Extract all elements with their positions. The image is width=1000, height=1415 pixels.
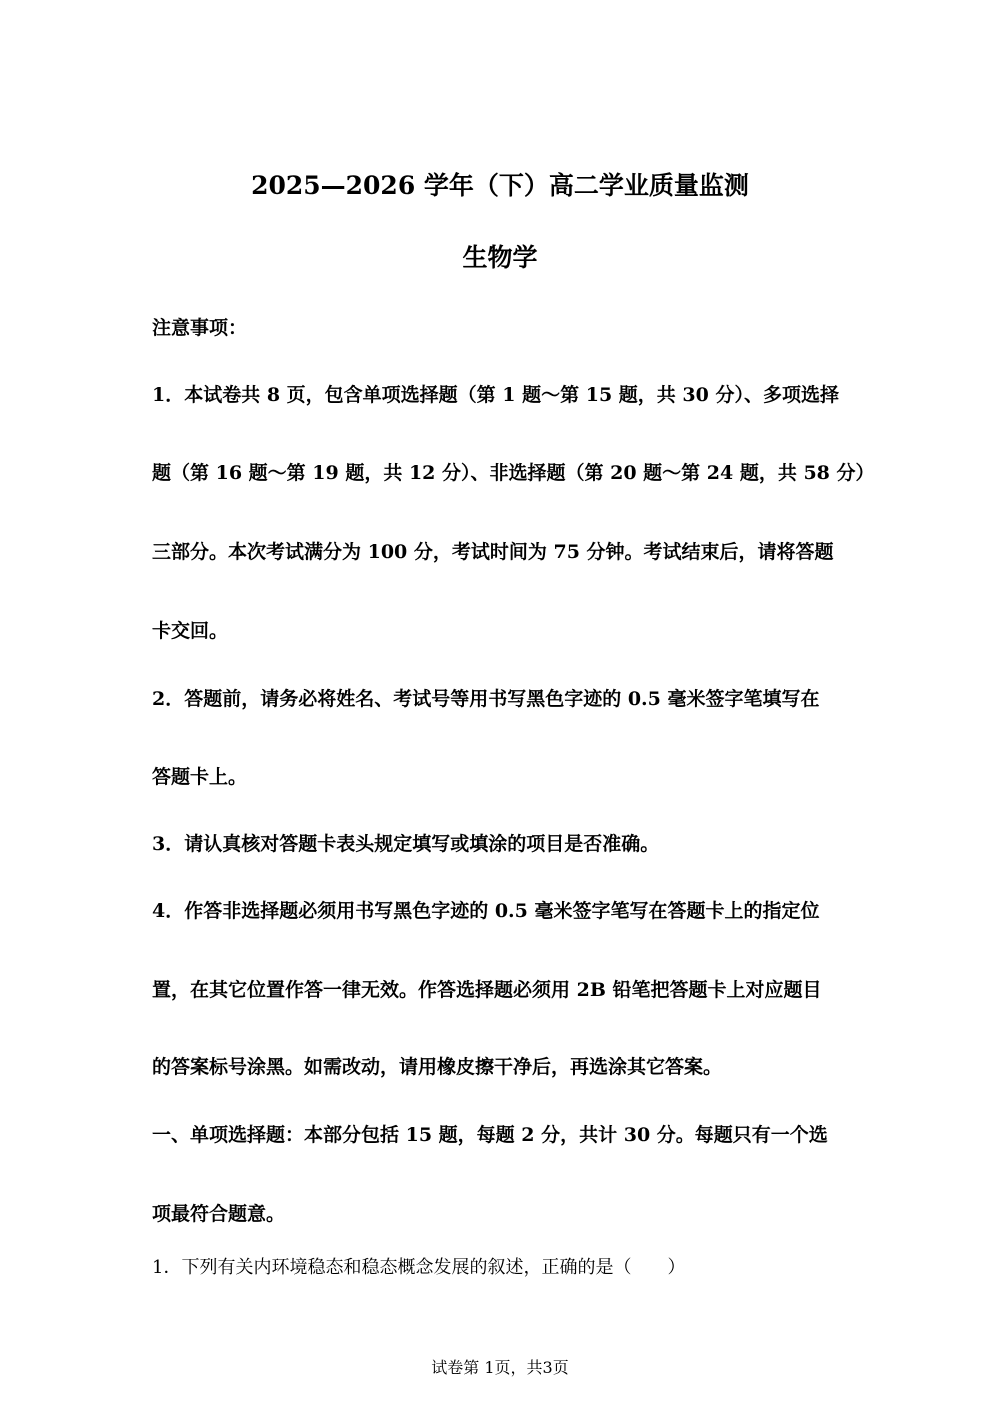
page-footer: 试卷第 1页，共3页: [431, 1358, 569, 1377]
question-item: 1．下列有关内环境稳态和稳态概念发展的叙述，正确的是（ ）: [152, 1257, 686, 1278]
section-heading: 项最符合题意。: [152, 1203, 286, 1225]
section-heading: 一、单项选择题：本部分包括 15 题，每题 2 分，共计 30 分。每题只有一个选: [152, 1124, 828, 1146]
notice-line: 答题卡上。: [152, 766, 248, 788]
notice-line: 2．答题前，请务必将姓名、考试号等用书写黑色字迹的 0.5 毫米签字笔填写在: [152, 688, 820, 710]
exam-title: 2025—2026 学年（下）高二学业质量监测: [251, 171, 749, 200]
notice-line: 4．作答非选择题必须用书写黑色字迹的 0.5 毫米签字笔写在答题卡上的指定位: [152, 900, 820, 922]
notice-line: 1．本试卷共 8 页，包含单项选择题（第 1 题～第 15 题，共 30 分）、多项选择: [152, 384, 839, 406]
notice-line: 置，在其它位置作答一律无效。作答选择题必须用 2B 铅笔把答题卡上对应题目: [152, 979, 822, 1001]
notice-line: 的答案标号涂黑。如需改动，请用橡皮擦干净后，再选涂其它答案。: [152, 1056, 723, 1078]
notice-heading: 注意事项：: [152, 317, 248, 339]
notice-line: 题（第 16 题～第 19 题，共 12 分）、非选择题（第 20 题～第 24 题，共 58 分）: [152, 462, 875, 484]
subject-title: 生物学: [462, 243, 538, 272]
notice-line: 3．请认真核对答题卡表头规定填写或填涂的项目是否准确。: [152, 833, 660, 855]
notice-line: 卡交回。: [152, 620, 229, 642]
notice-line: 三部分。本次考试满分为 100 分，考试时间为 75 分钟。考试结束后，请将答题: [152, 541, 834, 563]
